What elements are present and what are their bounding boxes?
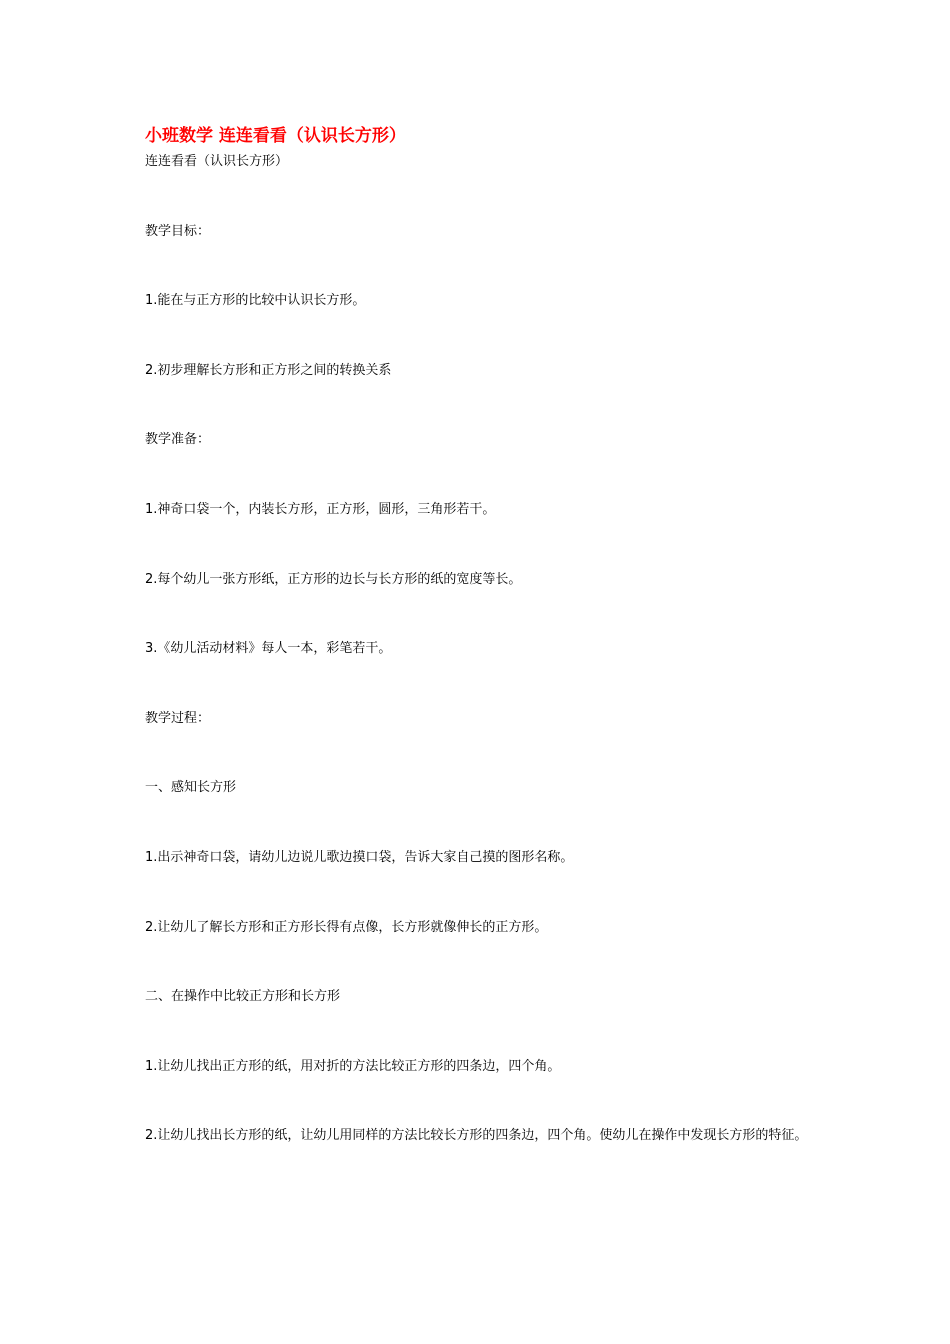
process-subheading-2: 二、在操作中比较正方形和长方形 bbox=[145, 989, 341, 1004]
process-item-2-2: 2.让幼儿找出长方形的纸，让幼儿用同样的方法比较长方形的四条边，四个角。使幼儿在操作中发现长方形的特征。 bbox=[145, 1128, 808, 1143]
document-title: 小班数学 连连看看（认识长方形） bbox=[145, 126, 406, 146]
objective-item-2: 2.初步理解长方形和正方形之间的转换关系 bbox=[145, 363, 392, 378]
document-subtitle: 连连看看（认识长方形） bbox=[145, 154, 289, 169]
preparation-item-2: 2.每个幼儿一张方形纸，正方形的边长与长方形的纸的宽度等长。 bbox=[145, 572, 522, 587]
preparation-item-1: 1.神奇口袋一个，内装长方形，正方形，圆形，三角形若干。 bbox=[145, 502, 496, 517]
objective-item-1: 1.能在与正方形的比较中认识长方形。 bbox=[145, 293, 366, 308]
section-heading-preparation: 教学准备： bbox=[145, 432, 211, 447]
preparation-item-3: 3.《幼儿活动材料》每人一本，彩笔若干。 bbox=[145, 641, 392, 656]
section-heading-process: 教学过程： bbox=[145, 711, 211, 726]
process-item-2-1: 1.让幼儿找出正方形的纸，用对折的方法比较正方形的四条边，四个角。 bbox=[145, 1059, 561, 1074]
process-item-1-2: 2.让幼儿了解长方形和正方形长得有点像，长方形就像伸长的正方形。 bbox=[145, 920, 548, 935]
process-subheading-1: 一、感知长方形 bbox=[145, 780, 237, 795]
section-heading-objectives: 教学目标： bbox=[145, 224, 211, 239]
process-item-1-1: 1.出示神奇口袋，请幼儿边说儿歌边摸口袋，告诉大家自己摸的图形名称。 bbox=[145, 850, 574, 865]
